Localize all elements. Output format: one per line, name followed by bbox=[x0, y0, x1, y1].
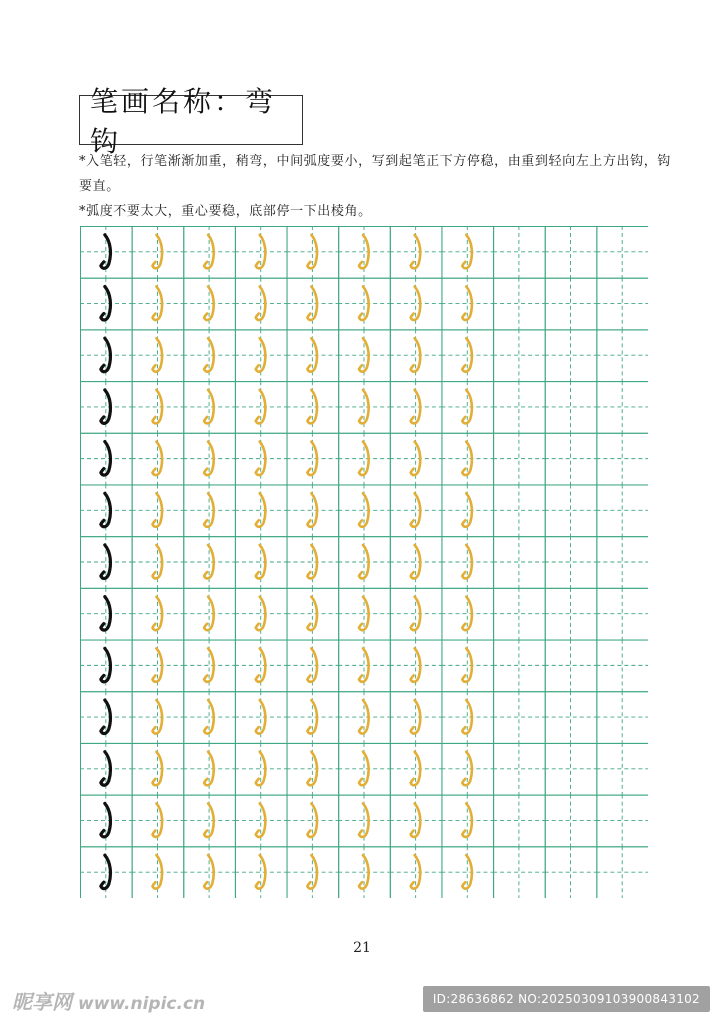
cell-border bbox=[287, 485, 339, 537]
cell-border bbox=[545, 743, 597, 795]
cell-border bbox=[494, 537, 546, 589]
grid-cell bbox=[287, 381, 339, 433]
grid-cell bbox=[287, 329, 339, 381]
cell-border bbox=[390, 278, 442, 330]
grid-cell bbox=[183, 691, 235, 743]
cell-border bbox=[339, 382, 391, 434]
grid-cell bbox=[545, 484, 597, 536]
cell-border bbox=[494, 433, 546, 485]
grid-cell bbox=[493, 640, 545, 692]
grid-cell bbox=[132, 433, 184, 485]
cell-border bbox=[390, 227, 442, 279]
cell-border bbox=[545, 692, 597, 744]
grid-cell bbox=[235, 278, 287, 330]
grid-cell bbox=[338, 588, 390, 640]
cell-border bbox=[132, 795, 184, 847]
grid-cell bbox=[545, 329, 597, 381]
grid-cell bbox=[235, 536, 287, 588]
cell-border bbox=[287, 743, 339, 795]
cell-border bbox=[390, 640, 442, 692]
cell-border bbox=[339, 692, 391, 744]
grid-cell bbox=[441, 640, 493, 692]
grid-cell bbox=[183, 484, 235, 536]
grid-cell bbox=[596, 226, 648, 278]
grid-cell bbox=[80, 278, 132, 330]
grid-cell bbox=[80, 433, 132, 485]
grid-cell bbox=[493, 691, 545, 743]
cell-border bbox=[390, 537, 442, 589]
cell-border bbox=[287, 795, 339, 847]
grid-cell bbox=[441, 484, 493, 536]
grid-cell bbox=[132, 588, 184, 640]
grid-cell bbox=[338, 846, 390, 898]
grid-cell bbox=[80, 691, 132, 743]
cell-border bbox=[235, 278, 287, 330]
cell-border bbox=[339, 795, 391, 847]
cell-border bbox=[442, 588, 494, 640]
grid-cell bbox=[441, 743, 493, 795]
cell-border bbox=[339, 588, 391, 640]
cell-border bbox=[235, 382, 287, 434]
cell-border bbox=[494, 485, 546, 537]
grid-cell bbox=[338, 691, 390, 743]
grid-cell bbox=[390, 743, 442, 795]
practice-grid bbox=[80, 226, 648, 898]
grid-cell bbox=[441, 691, 493, 743]
grid-cell bbox=[183, 329, 235, 381]
grid-cell bbox=[132, 691, 184, 743]
grid-cell bbox=[287, 226, 339, 278]
grid-cell bbox=[338, 795, 390, 847]
grid-cell bbox=[183, 588, 235, 640]
cell-border bbox=[287, 640, 339, 692]
cell-border bbox=[235, 537, 287, 589]
grid-cell bbox=[441, 226, 493, 278]
cell-border bbox=[339, 485, 391, 537]
cell-border bbox=[132, 433, 184, 485]
grid-cell bbox=[338, 278, 390, 330]
grid-cell bbox=[545, 691, 597, 743]
grid-cell bbox=[287, 588, 339, 640]
cell-border bbox=[132, 692, 184, 744]
cell-border bbox=[184, 795, 236, 847]
cell-border bbox=[235, 640, 287, 692]
grid-cell bbox=[132, 226, 184, 278]
grid-cell bbox=[287, 640, 339, 692]
grid-cell bbox=[287, 536, 339, 588]
grid-cell bbox=[390, 795, 442, 847]
grid-cell bbox=[80, 536, 132, 588]
watermark-site: www.nipic.cn bbox=[78, 994, 206, 1014]
grid-cell bbox=[287, 691, 339, 743]
grid-cell bbox=[441, 846, 493, 898]
grid-cell bbox=[80, 329, 132, 381]
grid-cell bbox=[596, 846, 648, 898]
grid-cell bbox=[390, 588, 442, 640]
grid-cell bbox=[132, 329, 184, 381]
grid-cell bbox=[338, 640, 390, 692]
grid-cell bbox=[596, 329, 648, 381]
cell-border bbox=[339, 743, 391, 795]
cell-border bbox=[545, 537, 597, 589]
grid-cell bbox=[545, 846, 597, 898]
cell-border bbox=[545, 330, 597, 382]
cell-border bbox=[287, 278, 339, 330]
cell-border bbox=[235, 692, 287, 744]
cell-border bbox=[494, 227, 546, 279]
grid-cell bbox=[545, 226, 597, 278]
cell-border bbox=[235, 795, 287, 847]
grid-cell bbox=[493, 226, 545, 278]
grid-cell bbox=[441, 329, 493, 381]
grid-cell bbox=[183, 795, 235, 847]
grid-cell bbox=[390, 226, 442, 278]
cell-border bbox=[442, 330, 494, 382]
cell-border bbox=[184, 692, 236, 744]
cell-border bbox=[494, 330, 546, 382]
cell-border bbox=[235, 485, 287, 537]
grid-cell bbox=[80, 640, 132, 692]
grid-cell bbox=[132, 536, 184, 588]
grid-cell bbox=[132, 846, 184, 898]
instruction-note-1: *入笔轻，行笔渐渐加重，稍弯，中间弧度要小，写到起笔正下方停稳，由重到轻向左上方出钩，钩要直。 bbox=[79, 154, 671, 194]
cell-border bbox=[235, 227, 287, 279]
cell-border bbox=[442, 227, 494, 279]
grid-cell bbox=[338, 743, 390, 795]
grid-cell bbox=[441, 381, 493, 433]
cell-border bbox=[494, 743, 546, 795]
grid-cell bbox=[132, 743, 184, 795]
grid-cell bbox=[132, 278, 184, 330]
cell-border bbox=[390, 795, 442, 847]
grid-cell bbox=[390, 846, 442, 898]
grid-cell bbox=[338, 484, 390, 536]
grid-cell bbox=[235, 743, 287, 795]
cell-border bbox=[390, 588, 442, 640]
cell-border bbox=[184, 227, 236, 279]
grid-svg bbox=[80, 226, 648, 898]
watermark-bar bbox=[0, 980, 724, 1024]
cell-border bbox=[545, 382, 597, 434]
cell-border bbox=[390, 692, 442, 744]
cell-border bbox=[442, 795, 494, 847]
cell-border bbox=[287, 588, 339, 640]
cell-border bbox=[442, 433, 494, 485]
cell-border bbox=[184, 743, 236, 795]
cell-border bbox=[494, 692, 546, 744]
grid-cell bbox=[287, 433, 339, 485]
grid-cell bbox=[183, 278, 235, 330]
cell-border bbox=[184, 640, 236, 692]
grid-cell bbox=[596, 743, 648, 795]
cell-border bbox=[339, 433, 391, 485]
grid-cell bbox=[493, 536, 545, 588]
grid-cell bbox=[493, 795, 545, 847]
grid-cell bbox=[235, 691, 287, 743]
cell-border bbox=[132, 537, 184, 589]
grid-cell bbox=[545, 433, 597, 485]
cell-border bbox=[494, 795, 546, 847]
grid-cell bbox=[287, 795, 339, 847]
grid-cell bbox=[596, 381, 648, 433]
cell-border bbox=[287, 330, 339, 382]
cell-border bbox=[235, 433, 287, 485]
grid-cell bbox=[390, 278, 442, 330]
grid-cell bbox=[596, 795, 648, 847]
cell-border bbox=[442, 640, 494, 692]
cell-border bbox=[390, 743, 442, 795]
grid-cell bbox=[596, 433, 648, 485]
cell-border bbox=[184, 588, 236, 640]
cell-border bbox=[494, 382, 546, 434]
cell-border bbox=[339, 640, 391, 692]
cell-border bbox=[132, 330, 184, 382]
grid-cell bbox=[390, 433, 442, 485]
cell-border bbox=[442, 692, 494, 744]
grid-cell bbox=[80, 846, 132, 898]
cell-border bbox=[132, 227, 184, 279]
cell-border bbox=[287, 692, 339, 744]
grid-cell bbox=[596, 278, 648, 330]
cell-border bbox=[184, 278, 236, 330]
cell-border bbox=[287, 537, 339, 589]
cell-border bbox=[132, 588, 184, 640]
grid-cell bbox=[545, 381, 597, 433]
cell-border bbox=[494, 278, 546, 330]
grid-cell bbox=[338, 381, 390, 433]
grid-cell bbox=[493, 381, 545, 433]
grid-cell bbox=[287, 846, 339, 898]
grid-cell bbox=[80, 226, 132, 278]
grid-cell bbox=[132, 484, 184, 536]
watermark-brand-name: 昵享网 bbox=[12, 990, 72, 1014]
grid-cell bbox=[493, 588, 545, 640]
grid-cell bbox=[235, 381, 287, 433]
cell-border bbox=[287, 433, 339, 485]
cell-border bbox=[442, 537, 494, 589]
cell-border bbox=[184, 382, 236, 434]
cell-border bbox=[339, 537, 391, 589]
cell-border bbox=[545, 588, 597, 640]
cell-border bbox=[545, 485, 597, 537]
grid-cell bbox=[390, 484, 442, 536]
page-number: 21 bbox=[353, 940, 371, 956]
cell-border bbox=[132, 278, 184, 330]
grid-cell bbox=[493, 278, 545, 330]
grid-cell bbox=[235, 588, 287, 640]
cell-border bbox=[132, 743, 184, 795]
grid-cell bbox=[80, 795, 132, 847]
grid-cell bbox=[235, 795, 287, 847]
cell-border bbox=[339, 278, 391, 330]
cell-border bbox=[132, 382, 184, 434]
cell-border bbox=[235, 743, 287, 795]
cell-border bbox=[287, 382, 339, 434]
grid-cell bbox=[80, 743, 132, 795]
cell-border bbox=[545, 227, 597, 279]
grid-cell bbox=[493, 433, 545, 485]
cell-border bbox=[545, 795, 597, 847]
grid-cell bbox=[183, 381, 235, 433]
grid-cell bbox=[183, 536, 235, 588]
grid-cell bbox=[235, 329, 287, 381]
cell-border bbox=[442, 382, 494, 434]
grid-cell bbox=[235, 226, 287, 278]
cell-border bbox=[545, 433, 597, 485]
grid-cell bbox=[183, 433, 235, 485]
grid-cell bbox=[390, 329, 442, 381]
grid-cell bbox=[235, 484, 287, 536]
stroke-title: 笔画名称：弯钩 bbox=[79, 95, 303, 145]
cell-border bbox=[184, 433, 236, 485]
grid-cell bbox=[80, 484, 132, 536]
grid-cell bbox=[441, 278, 493, 330]
cell-border bbox=[132, 640, 184, 692]
grid-cell bbox=[183, 846, 235, 898]
grid-cell bbox=[390, 381, 442, 433]
grid-cell bbox=[235, 433, 287, 485]
grid-cell bbox=[338, 536, 390, 588]
cell-border bbox=[235, 330, 287, 382]
cell-border bbox=[339, 330, 391, 382]
grid-cell bbox=[338, 433, 390, 485]
grid-cell bbox=[493, 743, 545, 795]
grid-cell bbox=[441, 536, 493, 588]
grid-cell bbox=[596, 536, 648, 588]
grid-cell bbox=[390, 691, 442, 743]
cell-border bbox=[545, 278, 597, 330]
watermark-brand bbox=[12, 986, 205, 1015]
grid-cell bbox=[441, 588, 493, 640]
grid-cell bbox=[132, 381, 184, 433]
cell-border bbox=[235, 588, 287, 640]
grid-cell bbox=[132, 640, 184, 692]
grid-cell bbox=[183, 640, 235, 692]
cell-border bbox=[390, 433, 442, 485]
cell-border bbox=[442, 485, 494, 537]
grid-cell bbox=[441, 795, 493, 847]
grid-cell bbox=[545, 795, 597, 847]
grid-cell bbox=[545, 588, 597, 640]
grid-cell bbox=[80, 381, 132, 433]
cell-border bbox=[494, 588, 546, 640]
cell-border bbox=[442, 278, 494, 330]
grid-cell bbox=[596, 588, 648, 640]
grid-cell bbox=[235, 640, 287, 692]
grid-cell bbox=[390, 640, 442, 692]
grid-cell bbox=[441, 433, 493, 485]
grid-cell bbox=[338, 329, 390, 381]
cell-border bbox=[184, 485, 236, 537]
grid-cell bbox=[596, 640, 648, 692]
cell-border bbox=[442, 743, 494, 795]
grid-cell bbox=[287, 743, 339, 795]
grid-cell bbox=[493, 484, 545, 536]
cell-border bbox=[390, 330, 442, 382]
cell-border bbox=[339, 227, 391, 279]
grid-cell bbox=[235, 846, 287, 898]
grid-cell bbox=[545, 743, 597, 795]
grid-cell bbox=[287, 278, 339, 330]
grid-cell bbox=[390, 536, 442, 588]
cell-border bbox=[545, 640, 597, 692]
grid-cell bbox=[596, 691, 648, 743]
cell-border bbox=[494, 640, 546, 692]
cell-border bbox=[390, 485, 442, 537]
grid-cell bbox=[493, 846, 545, 898]
grid-cell bbox=[183, 743, 235, 795]
cell-border bbox=[390, 382, 442, 434]
watermark-id: ID:28636862 NO:20250309103900843102 bbox=[423, 986, 710, 1012]
grid-cell bbox=[80, 588, 132, 640]
grid-cell bbox=[183, 226, 235, 278]
grid-cell bbox=[545, 640, 597, 692]
grid-cell bbox=[545, 536, 597, 588]
cell-border bbox=[184, 330, 236, 382]
grid-cell bbox=[287, 484, 339, 536]
grid-cell bbox=[493, 329, 545, 381]
grid-cell bbox=[132, 795, 184, 847]
grid-cell bbox=[596, 484, 648, 536]
cell-border bbox=[132, 485, 184, 537]
cell-border bbox=[184, 537, 236, 589]
instruction-note-2: *弧度不要太大，重心要稳，底部停一下出棱角。 bbox=[79, 204, 372, 219]
grid-cell bbox=[338, 226, 390, 278]
grid-cell bbox=[545, 278, 597, 330]
cell-border bbox=[287, 227, 339, 279]
